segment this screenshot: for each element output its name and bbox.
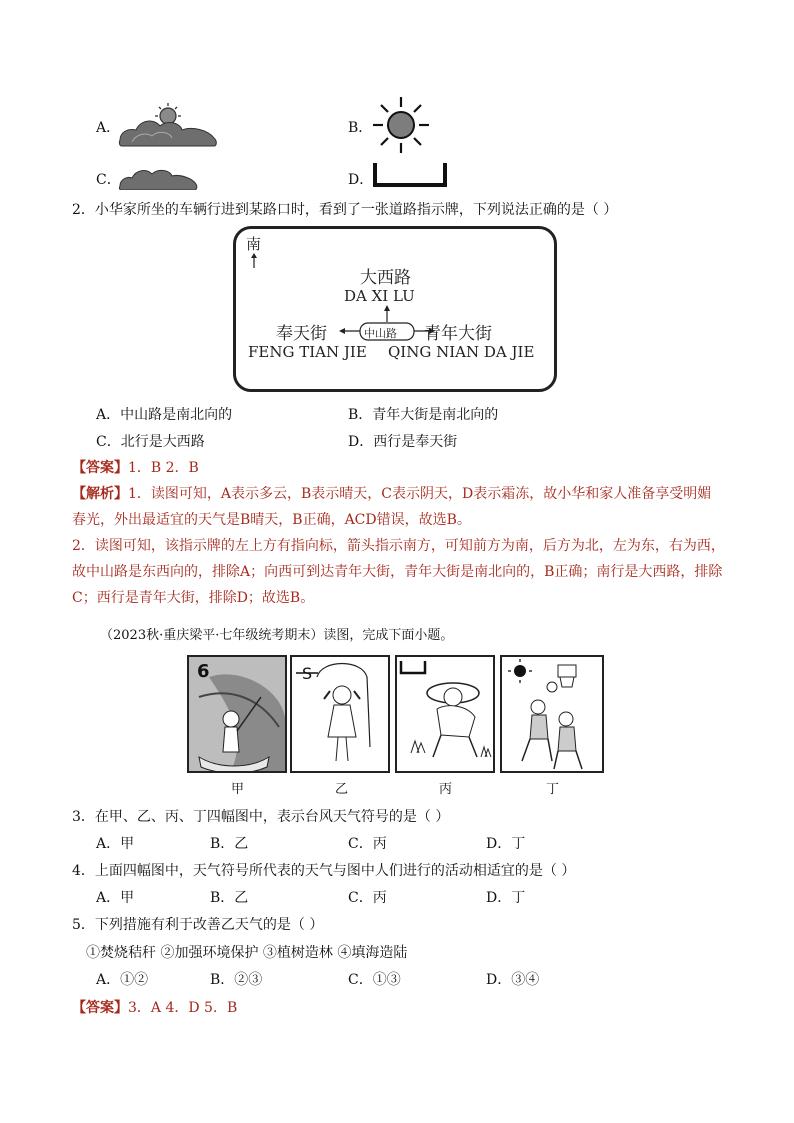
panel-bing-image <box>395 655 495 773</box>
q3-option-a: A．甲 <box>96 836 135 852</box>
panel-label-ding: 丁 <box>546 782 560 797</box>
answer-tag: 【答案】 <box>72 460 128 476</box>
q2-stem: 2．小华家所坐的车辆行进到某路口时，看到了一张道路指示牌，下列说法正确的是（ ） <box>72 202 618 218</box>
q2-option-a: A．中山路是南北向的 <box>96 407 233 423</box>
q3-option-d: D．丁 <box>486 836 526 852</box>
haze-jump-rope-illustration <box>292 657 390 773</box>
panel-ding-image <box>500 655 604 773</box>
panel-label-jia: 甲 <box>231 782 245 797</box>
q1-option-c: C． <box>96 172 121 188</box>
q5-option-c: C．①③ <box>348 972 401 988</box>
sign-top-road-pinyin: DA XI LU <box>344 287 415 305</box>
overcast-weather-icon <box>118 160 198 190</box>
frost-farming-illustration <box>397 657 495 773</box>
q2-option-c: C．北行是大西路 <box>96 434 205 450</box>
sign-direction-label: 南 <box>246 235 262 253</box>
panel-jia-image <box>187 655 287 773</box>
q3-stem: 3．在甲、乙、丙、丁四幅图中，表示台风天气符号的是（ ） <box>72 809 450 825</box>
road-sign <box>233 226 557 392</box>
q5-stem: 5．下列措施有利于改善乙天气的是（ ） <box>72 917 324 933</box>
q4-stem: 4．上面四幅图中，天气符号所代表的天气与图中人们进行的活动相适宜的是（ ） <box>72 863 576 879</box>
sign-left-road-cn: 奉天街 <box>276 324 327 344</box>
q3-option-b: B．乙 <box>210 836 249 852</box>
q1-option-d: D． <box>348 172 374 188</box>
analysis-line-5: C；西行是青年大街，排除D；故选B。 <box>72 590 315 606</box>
panel-yi-image <box>290 655 390 773</box>
source-note: （2023秋·重庆梁平·七年级统考期末）读图，完成下面小题。 <box>100 628 454 643</box>
sunny-basketball-illustration <box>502 657 604 773</box>
analysis-line-1: 1．读图可知，A表示多云，B表示晴天，C表示阴天，D表示霜冻，故小华和家人准备享受明媚 <box>128 486 712 502</box>
q4-option-b: B．乙 <box>210 890 249 906</box>
analysis-line-3: 2．读图可知，该指示牌的左上方有指向标，箭头指示南方，可知前方为南，后方为北，左为东，右为西， <box>72 538 725 554</box>
q5-option-d: D．③④ <box>486 972 540 988</box>
svg-text:S: S <box>302 664 313 683</box>
answer-text: 3．A 4．D 5．B <box>128 1000 238 1016</box>
sunny-weather-icon <box>372 96 430 154</box>
cloudy-weather-icon <box>118 102 222 148</box>
answer-block-1 <box>72 457 199 477</box>
sign-center-road: 中山路 <box>364 327 397 340</box>
sign-top-road-cn: 大西路 <box>360 268 411 288</box>
q5-option-b: B．②③ <box>210 972 263 988</box>
q2-option-d: D．西行是奉天街 <box>348 434 458 450</box>
q3-option-c: C．丙 <box>348 836 387 852</box>
q4-option-c: C．丙 <box>348 890 387 906</box>
analysis-line-2: 春光，外出最适宜的天气是B晴天，B正确，ACD错误，故选B。 <box>72 512 471 528</box>
analysis-block <box>72 481 732 611</box>
sign-right-road-cn: 青年大街 <box>424 324 492 344</box>
q4-option-d: D．丁 <box>486 890 526 906</box>
answer-tag: 【答案】 <box>72 1000 128 1016</box>
analysis-tag: 【解析】 <box>72 486 128 502</box>
up-arrow-icon <box>249 253 259 269</box>
typhoon-scene-illustration <box>189 657 287 773</box>
q4-option-a: A．甲 <box>96 890 135 906</box>
panel-label-yi: 乙 <box>335 782 349 797</box>
q1-option-b: B． <box>348 120 373 136</box>
q1-option-a: A． <box>96 120 121 136</box>
svg-text:6: 6 <box>197 661 210 682</box>
panel-label-bing: 丙 <box>439 782 453 797</box>
q5-measures: ①焚烧秸秆 ②加强环境保护 ③植树造林 ④填海造陆 <box>86 945 408 961</box>
answer-block-2 <box>72 997 237 1017</box>
q5-option-a: A．①② <box>96 972 149 988</box>
q2-option-b: B．青年大街是南北向的 <box>348 407 499 423</box>
sign-right-road-pinyin: QING NIAN DA JIE <box>388 343 535 361</box>
sign-left-road-pinyin: FENG TIAN JIE <box>248 343 367 361</box>
answer-text: 1．B 2．B <box>128 460 199 476</box>
frost-weather-icon <box>372 162 448 188</box>
analysis-line-4: 故中山路是东西向的，排除A；向西可到达青年大街，青年大街是南北向的，B正确；南行是大西路，排除 <box>72 564 723 580</box>
